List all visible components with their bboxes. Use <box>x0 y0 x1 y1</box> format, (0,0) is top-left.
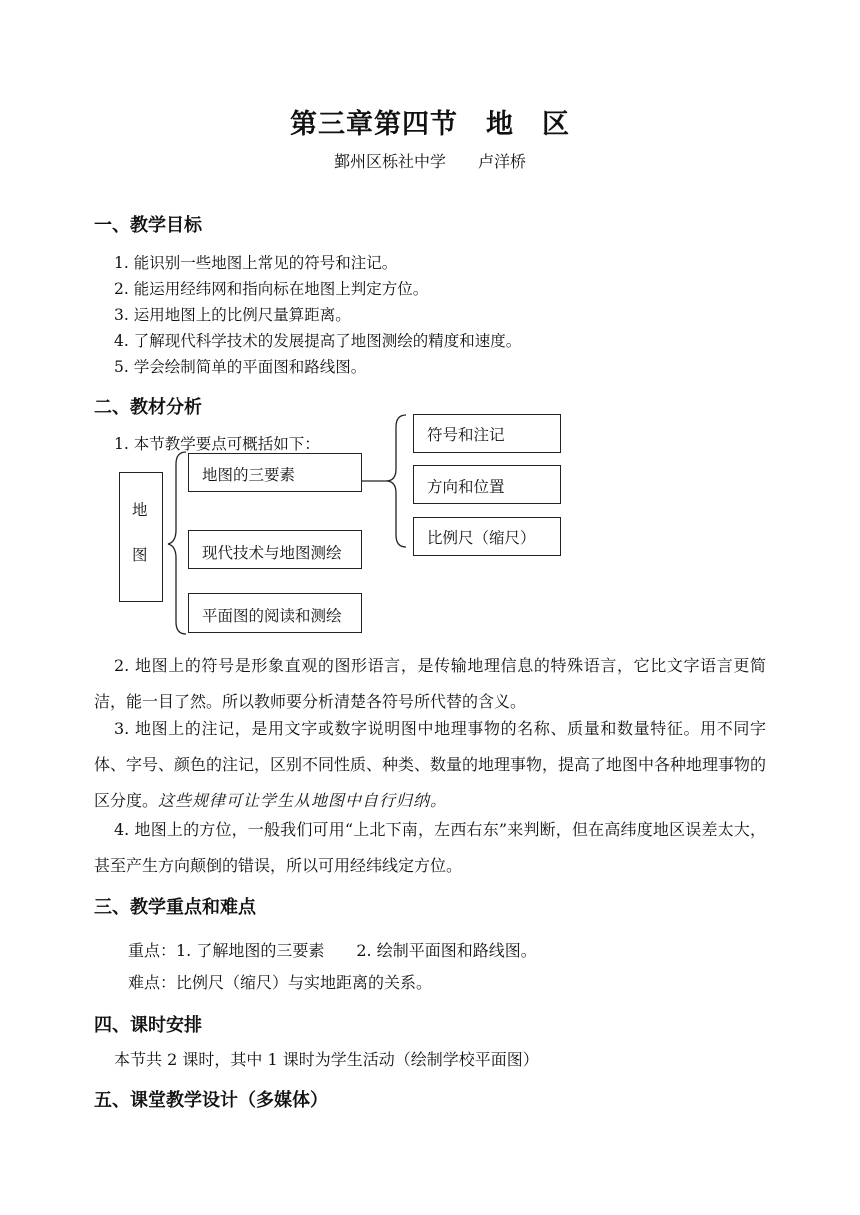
diagram-node-label: 平面图的阅读和测绘 <box>202 607 342 625</box>
objective-item: 4. 了解现代科学技术的发展提高了地图测绘的精度和速度。 <box>114 332 522 350</box>
key-point-line: 重点：1. 了解地图的三要素 2. 绘制平面图和路线图。 <box>128 941 537 960</box>
diagram-node-label: 符号和注记 <box>427 426 505 444</box>
objective-item: 2. 能运用经纬网和指向标在地图上判定方位。 <box>114 280 429 298</box>
heading-material-analysis: 二、教材分析 <box>94 397 202 418</box>
heading-teaching-objectives: 一、教学目标 <box>94 215 202 236</box>
objective-item: 5. 学会绘制简单的平面图和路线图。 <box>114 358 367 376</box>
diagram-root-box <box>119 472 163 602</box>
handwritten-note: 这些规律可让学生从地图中自行归纳。 <box>158 791 448 810</box>
analysis-intro: 1. 本节教学要点可概括如下： <box>114 435 320 453</box>
diagram-node-direction <box>413 465 561 504</box>
document-title: 第三章第四节 地 区 <box>290 109 570 140</box>
diagram-node-plan-reading <box>188 593 362 633</box>
diagram-root-char: 图 <box>132 546 148 564</box>
diagram-brace-right <box>362 413 418 553</box>
class-schedule-text: 本节共 2 课时，其中 1 课时为学生活动（绘制学校平面图） <box>114 1050 539 1069</box>
diagram-node-scale <box>413 517 561 556</box>
heading-key-points: 三、教学重点和难点 <box>94 897 256 918</box>
difficulty-line: 难点：比例尺（缩尺）与实地距离的关系。 <box>128 973 433 992</box>
heading-class-schedule: 四、课时安排 <box>94 1015 202 1036</box>
diagram-node-label: 比例尺（缩尺） <box>427 529 536 547</box>
diagram-node-label: 方向和位置 <box>427 478 505 496</box>
analysis-paragraph-3-text: 3. 地图上的注记，是用文字或数字说明图中地理事物的名称、质量和数量特征。用不同字体、字号、颜色的注记，区别不同性质、种类、数量的地理事物，提高了地图中各种地理事物的区分度。 <box>94 719 767 810</box>
analysis-paragraph-3 <box>94 711 766 819</box>
diagram-node-label: 地图的三要素 <box>202 466 296 484</box>
analysis-paragraph-2: 2. 地图上的符号是形象直观的图形语言，是传输地理信息的特殊语言，它比文字语言更简洁，能一目了然。所以教师要分析清楚各符号所代替的含义。 <box>94 656 766 711</box>
heading-classroom-design: 五、课堂教学设计（多媒体） <box>94 1090 328 1111</box>
objective-item: 1. 能识别一些地图上常见的符号和注记。 <box>114 254 398 272</box>
diagram-node-modern-tech <box>188 530 362 569</box>
analysis-paragraph-4: 4. 地图上的方位，一般我们可用“上北下南，左西右东”来判断，但在高纬度地区误差太大，甚至产生方向颠倒的错误，所以可用经纬线定方位。 <box>94 820 766 875</box>
author-line: 鄞州区栎社中学 卢洋桥 <box>333 152 526 171</box>
objective-item: 3. 运用地图上的比例尺量算距离。 <box>114 306 351 324</box>
diagram-node-map-elements <box>188 453 362 492</box>
diagram-root-char: 地 <box>132 501 148 519</box>
diagram-node-symbols <box>413 414 561 453</box>
diagram-node-label: 现代技术与地图测绘 <box>202 544 342 562</box>
